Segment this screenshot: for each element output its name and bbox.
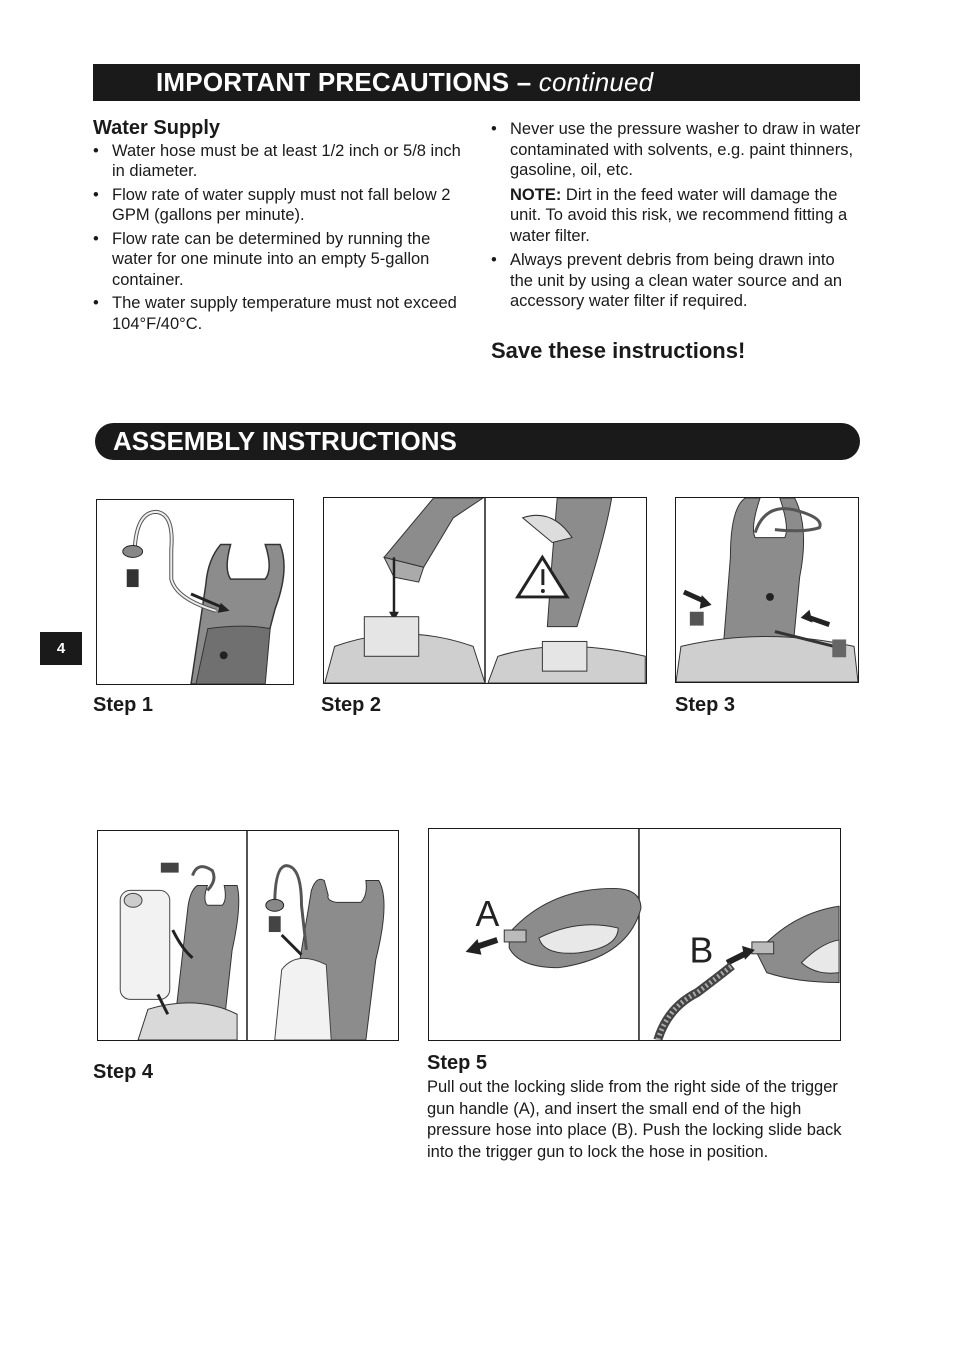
label-a: A [475,894,500,935]
list-item [491,119,861,246]
list-item: • Water hose must be at least 1/2 inch or 5/8 inch in diameter. [93,141,473,182]
step2-label: Step 2 [321,694,382,716]
list-item: • Flow rate of water supply must not fall below 2 GPM (gallons per minute). [93,185,473,226]
list-item: • Flow rate can be determined by running the water for one minute into an empty 5-gallon container. [93,229,473,291]
list-item: • Always prevent debris from being drawn into the unit by using a clean water source and an accessory water filter if required. [491,250,861,312]
note-label: NOTE: [510,185,562,204]
page-number: 4 [40,632,82,665]
precautions-banner [93,64,860,101]
step2-illustration [323,497,647,684]
step1-label: Step 1 [93,694,154,716]
list-item: • The water supply temperature must not exceed 104°F/40°C. [93,293,473,334]
contamination-warning: Never use the pressure washer to draw in water contaminated with solvents, e.g. paint thinners, gasoline, oil, etc. [510,120,861,179]
title-bold: IMPORTANT PRECAUTIONS – [156,67,539,97]
label-b: B [689,930,714,971]
step4-label: Step 4 [93,1061,154,1083]
step4-illustration [97,830,399,1041]
step5-description: Pull out the locking slide from the right side of the trigger gun handle (A), and insert the small end of the high pressure hose into place (B). Push the locking slide back into the trigger gun to lock the hose in position. [427,1078,842,1161]
note-text: Dirt in the feed water will damage the unit. To avoid this risk, we recommend fitting a water filter. [510,185,848,245]
assembly-title: ASSEMBLY INSTRUCTIONS [113,426,457,456]
save-instructions: Save these instructions! [491,338,746,363]
step5-label: Step 5 [427,1052,488,1074]
title-italic: continued [538,67,654,97]
note [510,185,861,247]
water-supply-section [93,118,473,337]
water-supply-list [93,141,473,335]
step3-label: Step 3 [675,694,736,716]
step5-illustration [428,828,841,1041]
step3-illustration [675,497,859,683]
contamination-section [491,119,861,315]
water-supply-heading: Water Supply [93,117,221,139]
contamination-list [491,119,861,312]
assembly-banner [95,423,860,460]
step1-illustration [96,499,294,685]
precautions-title [156,67,653,98]
